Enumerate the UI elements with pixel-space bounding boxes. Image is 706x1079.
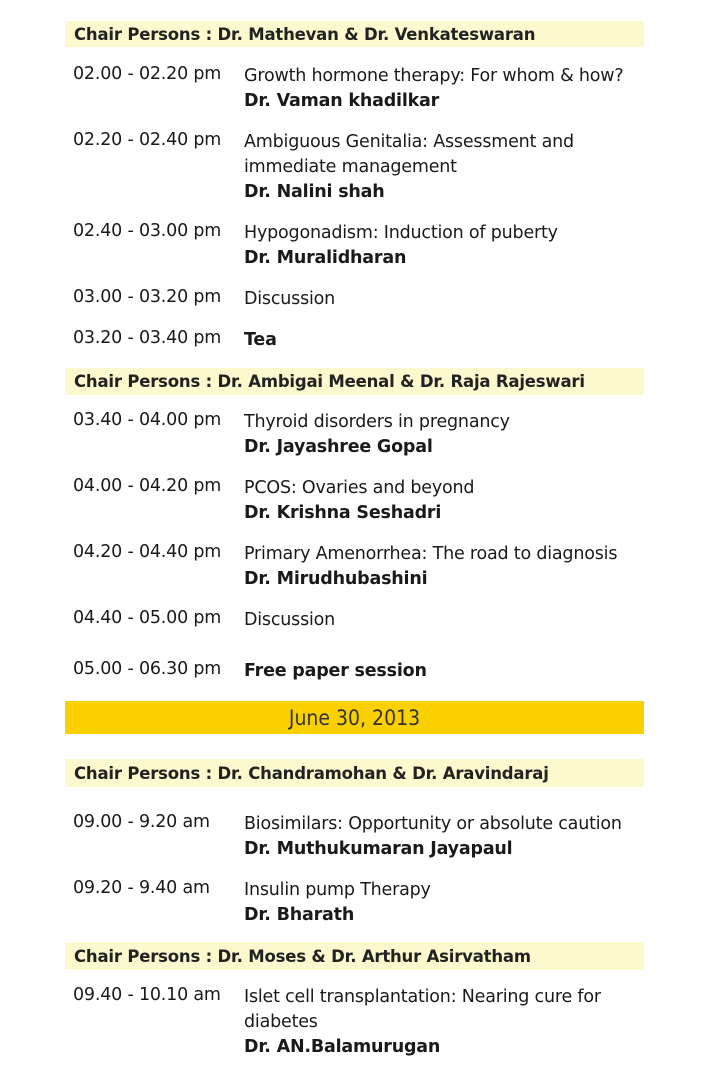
speaker-name: Dr. Nalini shah	[244, 182, 385, 202]
chair-text: Chair Persons : Dr. Chandramohan & Dr. Aravindaraj	[74, 763, 549, 783]
time-slot: 03.20 - 03.40 pm	[73, 328, 222, 348]
chair-text: Chair Persons : Dr. Moses & Dr. Arthur Asirvatham	[74, 946, 531, 966]
time-slot: 09.20 - 9.40 am	[73, 878, 210, 898]
talk-title: Free paper session	[244, 661, 427, 681]
time-slot: 03.00 - 03.20 pm	[73, 287, 222, 307]
time-slot: 09.40 - 10.10 am	[73, 985, 221, 1005]
talk-title: Discussion	[244, 610, 336, 630]
talk-title: Growth hormone therapy: For whom & how?	[244, 66, 624, 86]
talk-title: Ambiguous Genitalia: Assessment and immediate management	[244, 132, 574, 177]
time-slot: 09.00 - 9.20 am	[73, 812, 210, 832]
speaker-name: Dr. Muralidharan	[244, 248, 407, 268]
speaker-name: Dr. Jayashree Gopal	[244, 437, 433, 457]
time-slot: 02.40 - 03.00 pm	[73, 221, 222, 241]
talk-title: Discussion	[244, 289, 336, 309]
speaker-name: Dr. Mirudhubashini	[244, 569, 428, 589]
talk-title: Tea	[244, 330, 277, 350]
speaker-name: Dr. AN.Balamurugan	[244, 1037, 441, 1057]
speaker-name: Dr. Vaman khadilkar	[244, 91, 440, 111]
time-slot: 04.20 - 04.40 pm	[73, 542, 222, 562]
speaker-name: Dr. Bharath	[244, 905, 355, 925]
speaker-name: Dr. Krishna Seshadri	[244, 503, 442, 523]
chair-band	[65, 759, 644, 787]
talk-title: Insulin pump Therapy	[244, 880, 431, 900]
chair-band	[65, 368, 644, 395]
talk-title: PCOS: Ovaries and beyond	[244, 478, 475, 498]
chair-band	[65, 21, 644, 47]
time-slot: 03.40 - 04.00 pm	[73, 410, 222, 430]
talk-title: Thyroid disorders in pregnancy	[244, 412, 510, 432]
talk-title: Islet cell transplantation: Nearing cure for diabetes	[244, 987, 601, 1032]
chair-band	[65, 942, 644, 970]
date-text: June 30, 2013	[288, 705, 421, 730]
talk-title: Hypogonadism: Induction of puberty	[244, 223, 558, 243]
date-banner	[65, 701, 644, 734]
chair-text: Chair Persons : Dr. Ambigai Meenal & Dr. Raja Rajeswari	[74, 372, 585, 391]
talk-title: Primary Amenorrhea: The road to diagnosis	[244, 544, 618, 564]
talk-title: Biosimilars: Opportunity or absolute caution	[244, 814, 622, 834]
time-slot: 04.40 - 05.00 pm	[73, 608, 222, 628]
time-slot: 02.20 - 02.40 pm	[73, 130, 222, 150]
speaker-name: Dr. Muthukumaran Jayapaul	[244, 839, 513, 859]
time-slot: 02.00 - 02.20 pm	[73, 64, 222, 84]
time-slot: 04.00 - 04.20 pm	[73, 476, 222, 496]
time-slot: 05.00 - 06.30 pm	[73, 659, 222, 679]
chair-text: Chair Persons : Dr. Mathevan & Dr. Venkateswaran	[74, 24, 536, 44]
